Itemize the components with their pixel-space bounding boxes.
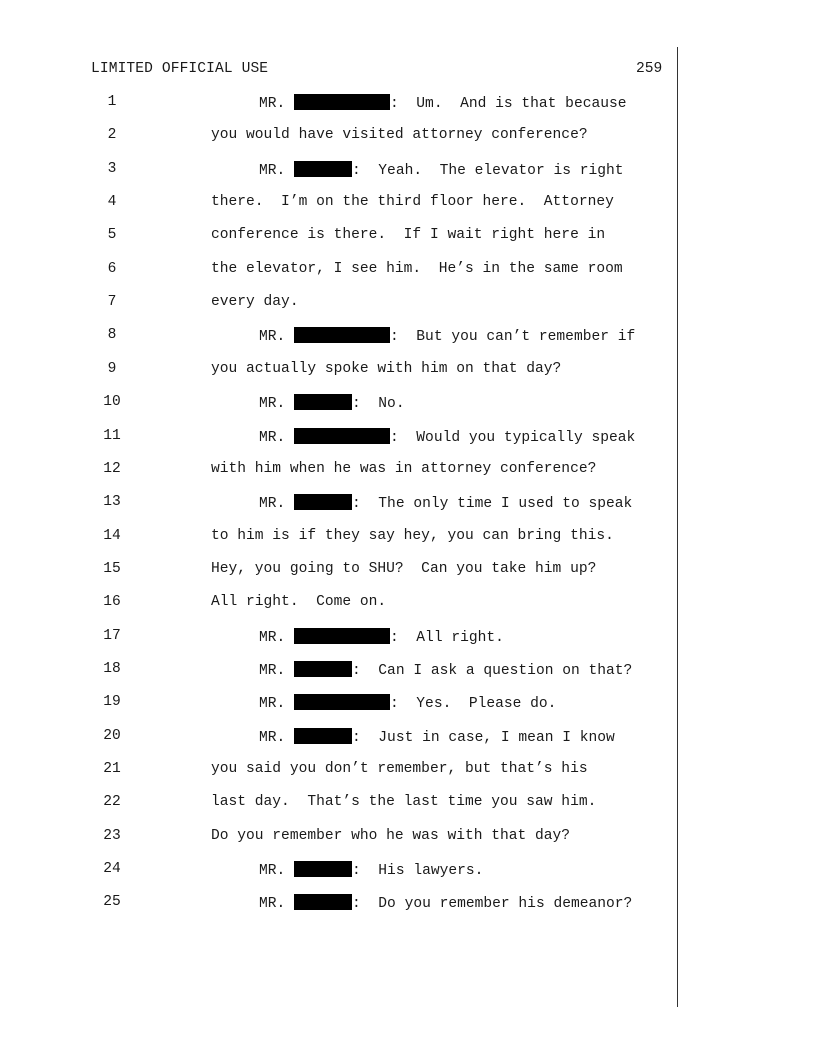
- transcript-line: [0, 327, 677, 349]
- speaker-text: : All right.: [390, 630, 504, 646]
- transcript-line: [0, 794, 677, 816]
- line-number: 18: [103, 661, 121, 677]
- line-text: Hey, you going to SHU? Can you take him up?: [211, 561, 597, 577]
- speaker-prefix: MR.: [259, 663, 295, 679]
- line-number: 13: [103, 494, 121, 510]
- line-number: 7: [107, 294, 117, 310]
- speaker-text: : Can I ask a question on that?: [352, 663, 633, 679]
- line-number: 20: [103, 728, 121, 744]
- speaker-prefix: MR.: [259, 696, 295, 712]
- speaker-text: : Just in case, I mean I know: [352, 730, 615, 746]
- line-number: 4: [107, 194, 117, 210]
- speaker-text: : But you can’t remember if: [390, 329, 636, 345]
- line-text: every day.: [211, 294, 299, 310]
- transcript-line: [0, 728, 677, 750]
- speaker-line-text: [259, 728, 615, 746]
- redaction-box: [294, 428, 390, 444]
- transcript-line: [0, 828, 677, 850]
- line-number: 6: [107, 261, 117, 277]
- line-text: you said you don’t remember, but that’s his: [211, 761, 588, 777]
- line-text: to him is if they say hey, you can bring this.: [211, 528, 614, 544]
- transcript-line: [0, 161, 677, 183]
- transcript-line: [0, 227, 677, 249]
- transcript-line: [0, 761, 677, 783]
- classification-header: LIMITED OFFICIAL USE: [91, 61, 269, 77]
- speaker-prefix: MR.: [259, 329, 295, 345]
- speaker-prefix: MR.: [259, 863, 295, 879]
- line-number: 22: [103, 794, 121, 810]
- line-number: 12: [103, 461, 121, 477]
- redaction-box: [294, 861, 352, 877]
- line-text: with him when he was in attorney conference?: [211, 461, 597, 477]
- line-number: 9: [107, 361, 117, 377]
- speaker-line-text: [259, 694, 556, 712]
- line-number: 17: [103, 628, 121, 644]
- speaker-text: : Um. And is that because: [390, 96, 627, 112]
- line-number: 19: [103, 694, 121, 710]
- line-number: 15: [103, 561, 121, 577]
- line-text: All right. Come on.: [211, 594, 387, 610]
- speaker-text: : Would you typically speak: [390, 430, 636, 446]
- speaker-text: : Yes. Please do.: [390, 696, 557, 712]
- line-number: 25: [103, 894, 121, 910]
- transcript-line: [0, 461, 677, 483]
- speaker-prefix: MR.: [259, 96, 295, 112]
- transcript-line: [0, 494, 677, 516]
- transcript-line: [0, 861, 677, 883]
- transcript-line: [0, 594, 677, 616]
- line-number: 3: [107, 161, 117, 177]
- transcript-line: [0, 361, 677, 383]
- speaker-line-text: [259, 494, 632, 512]
- line-number: 10: [103, 394, 121, 410]
- speaker-prefix: MR.: [259, 496, 295, 512]
- line-number: 23: [103, 828, 121, 844]
- redaction-box: [294, 661, 352, 677]
- line-number: 24: [103, 861, 121, 877]
- speaker-prefix: MR.: [259, 630, 295, 646]
- line-text: you actually spoke with him on that day?: [211, 361, 562, 377]
- line-number: 21: [103, 761, 121, 777]
- transcript-line: [0, 894, 677, 916]
- transcript-line: [0, 661, 677, 683]
- line-text: there. I’m on the third floor here. Attorney: [211, 194, 614, 210]
- line-number: 2: [107, 127, 117, 143]
- line-text: conference is there. If I wait right here in: [211, 227, 606, 243]
- transcript-line: [0, 394, 677, 416]
- speaker-line-text: [259, 861, 483, 879]
- redaction-box: [294, 894, 352, 910]
- line-number: 5: [107, 227, 117, 243]
- speaker-text: : The only time I used to speak: [352, 496, 633, 512]
- line-text: Do you remember who he was with that day?: [211, 828, 571, 844]
- redaction-box: [294, 327, 390, 343]
- transcript-line: [0, 528, 677, 550]
- redaction-box: [294, 394, 352, 410]
- redaction-box: [294, 728, 352, 744]
- transcript-line: [0, 628, 677, 650]
- transcript-line: [0, 294, 677, 316]
- transcript-line: [0, 261, 677, 283]
- speaker-line-text: [259, 661, 632, 679]
- speaker-line-text: [259, 327, 635, 345]
- line-text: the elevator, I see him. He’s in the same room: [211, 261, 623, 277]
- redaction-box: [294, 94, 390, 110]
- speaker-line-text: [259, 94, 627, 112]
- line-text: you would have visited attorney conference?: [211, 127, 588, 143]
- line-number: 14: [103, 528, 121, 544]
- transcript-line: [0, 694, 677, 716]
- redaction-box: [294, 494, 352, 510]
- redaction-box: [294, 628, 390, 644]
- speaker-line-text: [259, 394, 405, 412]
- line-number: 8: [107, 327, 117, 343]
- line-number: 16: [103, 594, 121, 610]
- transcript-line: [0, 194, 677, 216]
- speaker-line-text: [259, 628, 504, 646]
- speaker-text: : Do you remember his demeanor?: [352, 896, 633, 912]
- speaker-line-text: [259, 428, 635, 446]
- speaker-text: : His lawyers.: [352, 863, 484, 879]
- redaction-box: [294, 694, 390, 710]
- line-number: 11: [103, 428, 121, 444]
- speaker-text: : Yeah. The elevator is right: [352, 163, 624, 179]
- speaker-prefix: MR.: [259, 396, 295, 412]
- speaker-line-text: [259, 894, 632, 912]
- transcript-line: [0, 428, 677, 450]
- transcript-line: [0, 127, 677, 149]
- speaker-prefix: MR.: [259, 896, 295, 912]
- line-text: last day. That’s the last time you saw him.: [211, 794, 597, 810]
- speaker-text: : No.: [352, 396, 405, 412]
- transcript-line: [0, 94, 677, 116]
- right-margin-rule: [677, 47, 678, 1007]
- line-number: 1: [107, 94, 117, 110]
- speaker-line-text: [259, 161, 624, 179]
- speaker-prefix: MR.: [259, 730, 295, 746]
- redaction-box: [294, 161, 352, 177]
- speaker-prefix: MR.: [259, 430, 295, 446]
- speaker-prefix: MR.: [259, 163, 295, 179]
- transcript-line: [0, 561, 677, 583]
- page-number: 259: [636, 61, 663, 77]
